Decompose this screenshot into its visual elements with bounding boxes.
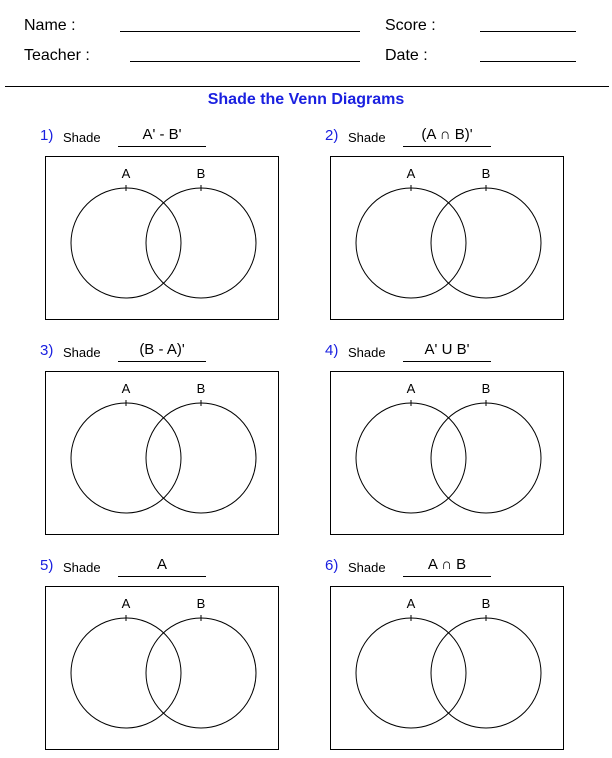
venn-diagram[interactable] bbox=[46, 157, 280, 321]
problem-number: 6) bbox=[325, 557, 339, 574]
set-b-circle[interactable] bbox=[431, 618, 541, 728]
shade-expression: A ∩ B bbox=[403, 556, 491, 577]
name-field[interactable] bbox=[120, 31, 360, 32]
set-b-label: B bbox=[196, 381, 206, 396]
venn-diagram-box[interactable] bbox=[330, 586, 564, 750]
shade-label: Shade bbox=[63, 345, 101, 360]
problem-number: 2) bbox=[325, 127, 339, 144]
shade-expression: (A ∩ B)' bbox=[403, 126, 491, 147]
set-a-circle[interactable] bbox=[71, 188, 181, 298]
venn-diagram[interactable] bbox=[331, 157, 565, 321]
venn-diagram[interactable] bbox=[331, 372, 565, 536]
score-label: Score : bbox=[385, 17, 436, 34]
problem-item bbox=[325, 343, 575, 543]
date-field[interactable] bbox=[480, 61, 576, 62]
set-b-circle[interactable] bbox=[146, 188, 256, 298]
problem-number: 4) bbox=[325, 342, 339, 359]
page-title: Shade the Venn Diagrams bbox=[207, 91, 405, 108]
set-b-label: B bbox=[196, 166, 206, 181]
venn-diagram-box[interactable] bbox=[330, 371, 564, 535]
shade-label: Shade bbox=[348, 345, 386, 360]
problem-item bbox=[325, 128, 575, 328]
venn-diagram[interactable] bbox=[331, 587, 565, 751]
shade-label: Shade bbox=[348, 130, 386, 145]
name-label: Name : bbox=[24, 17, 76, 34]
venn-diagram-box[interactable] bbox=[45, 156, 279, 320]
set-a-circle[interactable] bbox=[356, 618, 466, 728]
date-label: Date : bbox=[385, 47, 428, 64]
set-a-label: A bbox=[121, 596, 131, 611]
venn-diagram-box[interactable] bbox=[45, 371, 279, 535]
shade-expression: A' U B' bbox=[403, 341, 491, 362]
set-b-label: B bbox=[196, 596, 206, 611]
set-b-label: B bbox=[481, 166, 491, 181]
problem-item bbox=[325, 558, 575, 758]
set-b-label: B bbox=[481, 596, 491, 611]
shade-label: Shade bbox=[348, 560, 386, 575]
set-a-circle[interactable] bbox=[356, 403, 466, 513]
set-b-circle[interactable] bbox=[146, 618, 256, 728]
teacher-field[interactable] bbox=[130, 61, 360, 62]
teacher-label: Teacher : bbox=[24, 47, 90, 64]
set-a-label: A bbox=[121, 381, 131, 396]
set-b-circle[interactable] bbox=[431, 188, 541, 298]
set-a-circle[interactable] bbox=[71, 618, 181, 728]
problem-number: 5) bbox=[40, 557, 54, 574]
venn-diagram-box[interactable] bbox=[330, 156, 564, 320]
problem-item bbox=[40, 558, 290, 758]
header-divider bbox=[5, 86, 609, 87]
problem-number: 3) bbox=[40, 342, 54, 359]
venn-diagram[interactable] bbox=[46, 372, 280, 536]
venn-diagram[interactable] bbox=[46, 587, 280, 751]
set-a-circle[interactable] bbox=[71, 403, 181, 513]
problem-item bbox=[40, 128, 290, 328]
shade-expression: A' - B' bbox=[118, 126, 206, 147]
set-b-circle[interactable] bbox=[146, 403, 256, 513]
shade-label: Shade bbox=[63, 130, 101, 145]
shade-expression: A bbox=[118, 556, 206, 577]
set-a-label: A bbox=[406, 166, 416, 181]
set-b-label: B bbox=[481, 381, 491, 396]
problem-item bbox=[40, 343, 290, 543]
problem-number: 1) bbox=[40, 127, 54, 144]
score-field[interactable] bbox=[480, 31, 576, 32]
set-b-circle[interactable] bbox=[431, 403, 541, 513]
venn-diagram-box[interactable] bbox=[45, 586, 279, 750]
shade-label: Shade bbox=[63, 560, 101, 575]
shade-expression: (B - A)' bbox=[118, 341, 206, 362]
set-a-circle[interactable] bbox=[356, 188, 466, 298]
set-a-label: A bbox=[406, 381, 416, 396]
set-a-label: A bbox=[121, 166, 131, 181]
set-a-label: A bbox=[406, 596, 416, 611]
